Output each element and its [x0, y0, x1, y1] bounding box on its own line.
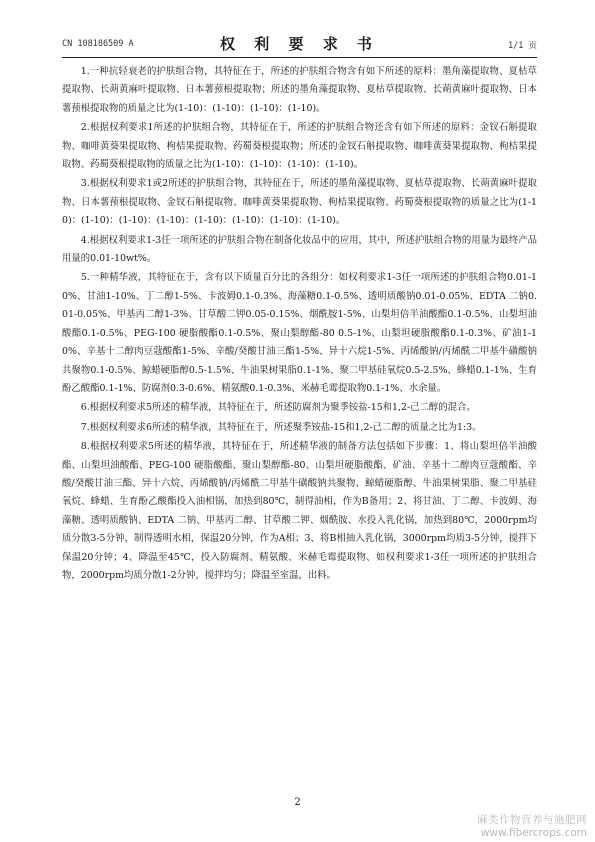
patent-number: CN 108186509 A	[62, 39, 134, 49]
claims-body	[62, 63, 537, 586]
header-divider	[62, 57, 537, 58]
watermark-url: www.fibercrops.com	[480, 827, 587, 839]
claim-1: 1.一种抗轻衰老的护肤组合物，其特征在于，所述的护肤组合物含有如下所述的原料：墨角藻提取物、夏枯草提取物、长蒴黄麻叶提取物、日本薯蓣根提取物；所述的墨角藻提取物、夏枯草提取物、长蒴黄麻叶提取物、日本薯蓣根提取物的质量之比为(1-10)：(1-10)：(1-10)：(1-10)。	[62, 66, 537, 114]
watermark-name: 麻类作物营养与施肥网	[477, 814, 587, 826]
claim-8: 8.根据权利要求5所述的精华液，其特征在于，所述精华液的制备方法包括如下步骤：1、将山梨坦倍半油酸酯、山梨坦油酸酯、PEG-100 硬脂酸酯、聚山梨醇酯-80、山梨坦硬脂酸酯、矿油、辛基十二醇肉豆蔻酸酯、辛酸/癸酸甘油三酯、异十六烷、丙烯酸钠/丙烯酰二甲基牛磺酸钠共聚物、鲸蜡硬脂醇、牛油果树果脂、聚二甲基硅氧烷、蜂蜡、生育酚乙酸酯投入油相锅，加热到80℃，制得油相，作为B备用；2、将甘油、丁二醇、卡波姆、海藻糖、透明质酸钠、EDTA 二钠、甲基丙二醇、甘草酸二钾、烟酰胺、水投入乳化锅，加热到80℃，2000rpm均质分散3-5分钟，制得透明水相，保温20分钟，作为A相；3、将B相抽入乳化锅，3000rpm均质3-5分钟，搅拌下保温20分钟；4、降温至45℃，投入防腐剂、精氨酸、米赫毛霉提取物、如权利要求1-3任一项所述的护肤组合物，2000rpm均质分散1-2分钟，搅拌均匀；降温至室温，出料。	[62, 441, 537, 581]
page-indicator: 1/1 页	[508, 41, 537, 51]
claim-4: 4.根据权利要求1-3任一项所述的护肤组合物在制备化妆品中的应用，其中，所述护肤组合物的用量为最终产品用量的0.01-10wt%。	[62, 234, 537, 265]
watermark	[417, 812, 587, 839]
claim-6: 6.根据权利要求5所述的精华液，其特征在于，所述防腐剂为聚季铵盐-15和1,2-己二醇的混合。	[80, 402, 476, 414]
claim-7: 7.根据权利要求6所述的精华液，其特征在于，所述聚季铵盐-15和1,2-己二醇的质量之比为1:3。	[80, 421, 482, 433]
page-number: 2	[294, 797, 301, 808]
page-header	[62, 33, 537, 55]
claim-3: 3.根据权利要求1或2所述的护肤组合物，其特征在于，所述的墨角藻提取物、夏枯草提取物、长蒴黄麻叶提取物、日本薯蓣根提取物、金钗石斛提取物、咖啡黄葵果提取物、枸桔果提取物、药蜀葵根提取物的质量之比为(1-10)：(1-10)：(1-10)：(1-10)：(1-10)：(1-10)：(1-10)：(1-10)。	[62, 178, 537, 227]
claim-2: 2.根据权利要求1所述的护肤组合物，其特征在于，所述的护肤组合物还含有如下所述的原料：金钗石斛提取物、咖啡黄葵果提取物、枸桔果提取物、药蜀葵根提取物；所述的金钗石斛提取物、咖啡黄葵果提取物、枸桔果提取物、药蜀葵根提取物的质量之比为(1-10)：(1-10)：(1-10)：(1-10)。	[62, 122, 537, 171]
document-title: 权 利 要 求 书	[220, 35, 379, 53]
claim-5: 5.一种精华液，其特征在于，含有以下质量百分比的各组分：如权利要求1-3任一项所述的护肤组合物0.01-10%、甘油1-10%、丁二醇1-5%、卡波姆0.1-0.3%、海藻糖0.1-0.5%、透明质酸钠0.01-0.05%、EDTA 二钠0.01-0.05%、甲基丙二醇1-3%、甘草酸二钾0.05-0.15%、烟酰胺1-5%、山梨坦倍半油酸酯0.1-0.5%、山梨坦油酸酯0.1-0.5%、PEG-100 硬脂酸酯0.1-0.5%、聚山梨醇酯-80 0.5-1%、山梨坦硬脂酸酯0.1-0.3%、矿油1-10%、辛基十二醇肉豆蔻酸酯1-5%、辛酸/癸酸甘油三酯1-5%、异十六烷1-5%、丙烯酸钠/丙烯酰二甲基牛磺酸钠共聚物0.1-0.5%、鲸蜡硬脂醇0.5-1.5%、牛油果树果脂0.1-1%、聚二甲基硅氧烷0.5-2.5%、蜂蜡0.1-1%、生育酚乙酸酯0.1-1%、防腐剂0.3-0.6%、精氨酸0.1-0.3%、米赫毛霉提取物0.1-1%、水余量。	[62, 272, 537, 394]
